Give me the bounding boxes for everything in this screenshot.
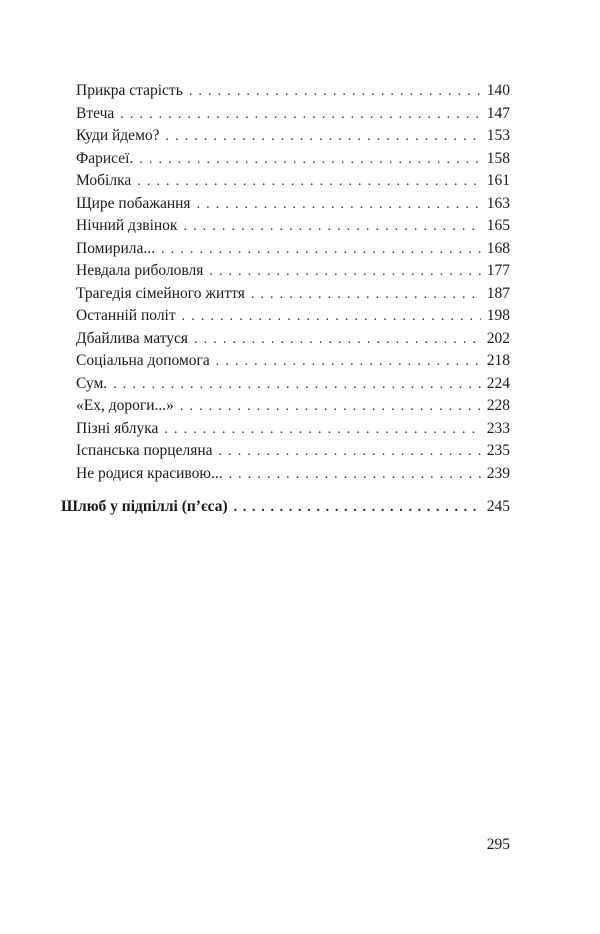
toc-entry-page: 168 [486, 239, 510, 257]
toc-entry[interactable] [76, 373, 510, 396]
toc-entry-title: Іспанська порцеляна [76, 442, 213, 459]
dot-leader [161, 239, 481, 262]
dot-leader [180, 396, 481, 419]
toc-entry-page: 235 [486, 442, 510, 459]
toc-entry-title: Пізні яблука [76, 419, 159, 437]
table-of-contents [76, 80, 510, 485]
toc-entry[interactable] [76, 125, 510, 148]
toc-entry-title: Не родися красивою... [76, 464, 223, 482]
toc-entry-page: 233 [486, 419, 510, 437]
toc-entry[interactable] [76, 283, 510, 306]
toc-entry[interactable] [76, 103, 510, 126]
dot-leader [209, 261, 480, 284]
dot-leader [229, 464, 481, 487]
dot-leader [216, 351, 481, 374]
toc-entry-page: 218 [486, 352, 510, 369]
dot-leader [164, 419, 480, 442]
dot-leader [234, 497, 481, 520]
toc-entry-page: 177 [486, 262, 510, 279]
dot-leader [137, 171, 481, 194]
toc-entry-title: Нічний дзвінок [76, 217, 178, 234]
toc-entry-title: Останній політ [76, 307, 176, 324]
toc-entry-title: Невдала риболовля [76, 262, 204, 279]
dot-leader [251, 284, 481, 307]
dot-leader [182, 306, 481, 329]
dot-leader [183, 216, 480, 239]
dot-leader [120, 104, 480, 127]
dot-leader [219, 441, 481, 464]
toc-entry-title: Щире побажання [76, 194, 191, 212]
toc-entry-title: Фарисеї. [76, 149, 134, 167]
toc-section-entry[interactable] [61, 496, 510, 519]
toc-entry-title: «Ех, дороги...» [76, 397, 174, 414]
toc-entry[interactable] [76, 170, 510, 193]
toc-entry[interactable] [76, 260, 510, 283]
dot-leader [166, 126, 481, 149]
toc-entry[interactable] [76, 148, 510, 171]
toc-entry-title: Дбайлива матуся [76, 329, 189, 347]
toc-entry-title: Сум. [76, 374, 108, 392]
toc-entry-page: 228 [486, 397, 510, 414]
toc-entry[interactable] [76, 328, 510, 351]
toc-entry[interactable] [76, 395, 510, 418]
dot-leader [113, 374, 481, 397]
toc-entry[interactable] [76, 350, 510, 373]
toc-entry[interactable] [76, 215, 510, 238]
toc-entry-page: 224 [486, 374, 510, 392]
page-number: 295 [486, 836, 510, 853]
toc-section-title: Шлюб у підпіллі (п’єса) [61, 498, 228, 515]
toc-entry[interactable] [76, 238, 510, 261]
dot-leader [139, 149, 480, 172]
toc-entry-page: 140 [486, 82, 510, 99]
toc-entry-page: 239 [486, 464, 510, 482]
toc-entry-page: 153 [486, 127, 510, 144]
toc-entry-page: 165 [486, 217, 510, 234]
dot-leader [197, 194, 481, 217]
toc-entry-title: Куди йдемо? [76, 127, 160, 144]
dot-leader [189, 81, 481, 104]
toc-entry[interactable] [76, 305, 510, 328]
toc-entry-title: Втеча [76, 104, 115, 122]
toc-entry[interactable] [76, 80, 510, 103]
toc-entry-page: 158 [486, 149, 510, 167]
dot-leader [194, 329, 481, 352]
toc-entry-page: 161 [486, 172, 510, 189]
toc-entry[interactable] [76, 463, 510, 486]
toc-entry-page: 198 [486, 307, 510, 324]
toc-entry-title: Трагедія сімейного життя [76, 284, 245, 302]
toc-entry-page: 163 [486, 194, 510, 212]
toc-entry-page: 202 [486, 329, 510, 347]
toc-entry-title: Мобілка [76, 172, 132, 189]
toc-entry[interactable] [76, 440, 510, 463]
toc-entry-page: 147 [486, 104, 510, 122]
toc-entry-page: 187 [486, 284, 510, 302]
toc-entry[interactable] [76, 193, 510, 216]
toc-entry-title: Соціальна допомога [76, 352, 210, 369]
toc-entry[interactable] [76, 418, 510, 441]
toc-entry-title: Помирила... [76, 239, 156, 257]
toc-entry-title: Прикра старість [76, 82, 183, 99]
toc-section-page: 245 [486, 498, 510, 515]
